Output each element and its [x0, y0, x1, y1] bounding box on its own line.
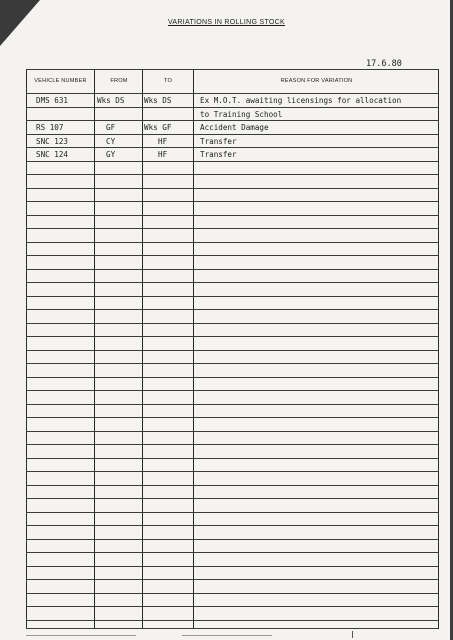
- row-3-from: GF: [106, 123, 116, 132]
- row-rule: [26, 174, 439, 175]
- row-rule: [26, 552, 439, 553]
- row-5-to: HF: [158, 150, 168, 159]
- row-5-reason: Transfer: [200, 150, 237, 159]
- row-5-vehicle: SNC 124: [36, 150, 69, 159]
- row-rule: [26, 296, 439, 297]
- row-rule: [26, 444, 439, 445]
- column-rule: [26, 69, 27, 629]
- row-rule: [26, 404, 439, 405]
- document-date: 17.6.80: [366, 59, 402, 69]
- row-rule: [26, 593, 439, 594]
- header-to: TO: [163, 77, 173, 84]
- row-rule: [26, 485, 439, 486]
- row-rule: [26, 228, 439, 229]
- row-rule: [26, 69, 439, 70]
- row-rule: [26, 566, 439, 567]
- row-rule: [26, 323, 439, 324]
- row-4-from: CY: [106, 137, 116, 146]
- row-rule: [26, 498, 439, 499]
- row-1-to: Wks DS: [144, 96, 172, 105]
- header-from: FROM: [110, 77, 128, 84]
- page-title: VARIATIONS IN ROLLING STOCK: [167, 19, 285, 26]
- column-rule: [438, 69, 439, 629]
- row-rule: [26, 282, 439, 283]
- row-rule: [26, 363, 439, 364]
- row-4-reason: Transfer: [200, 137, 237, 146]
- row-rule: [26, 242, 439, 243]
- row-rule: [26, 606, 439, 607]
- row-rule: [26, 525, 439, 526]
- row-rule: [26, 215, 439, 216]
- row-rule: [26, 471, 439, 472]
- row-3-reason: Accident Damage: [200, 123, 269, 132]
- row-1-vehicle: DMS 631: [36, 96, 69, 105]
- row-4-to: HF: [158, 137, 168, 146]
- row-rule: [26, 201, 439, 202]
- header-reason: REASON FOR VARIATION: [280, 77, 353, 84]
- row-1-from: Wks DS: [97, 96, 125, 105]
- row-rule: [26, 350, 439, 351]
- column-rule: [142, 69, 143, 629]
- row-3-vehicle: RS 107: [36, 123, 64, 132]
- row-rule: [26, 269, 439, 270]
- row-rule: [26, 539, 439, 540]
- row-rule: [26, 579, 439, 580]
- row-rule: [26, 161, 439, 162]
- row-rule: [26, 377, 439, 378]
- row-rule: [26, 512, 439, 513]
- row-rule: [26, 188, 439, 189]
- column-rule: [193, 69, 194, 629]
- row-3-to: Wks GF: [144, 123, 172, 132]
- row-rule: [26, 620, 439, 621]
- row-rule: [26, 390, 439, 391]
- row-rule: [26, 458, 439, 459]
- column-rule: [94, 69, 95, 629]
- variation-table: [26, 69, 439, 629]
- row-rule: [26, 431, 439, 432]
- row-4-vehicle: SNC 123: [36, 137, 69, 146]
- header-vehicle-number: VEHICLE NUMBER: [34, 77, 87, 84]
- row-rule: [26, 628, 439, 629]
- row-5-from: GY: [106, 150, 116, 159]
- row-rule: [26, 336, 439, 337]
- row-2-reason: to Training School: [200, 110, 283, 119]
- row-rule: [26, 417, 439, 418]
- row-1-reason: Ex M.O.T. awaiting licensings for allocation: [200, 96, 402, 105]
- row-rule: [26, 309, 439, 310]
- footer-smudges: [0, 631, 453, 640]
- row-rule: [26, 255, 439, 256]
